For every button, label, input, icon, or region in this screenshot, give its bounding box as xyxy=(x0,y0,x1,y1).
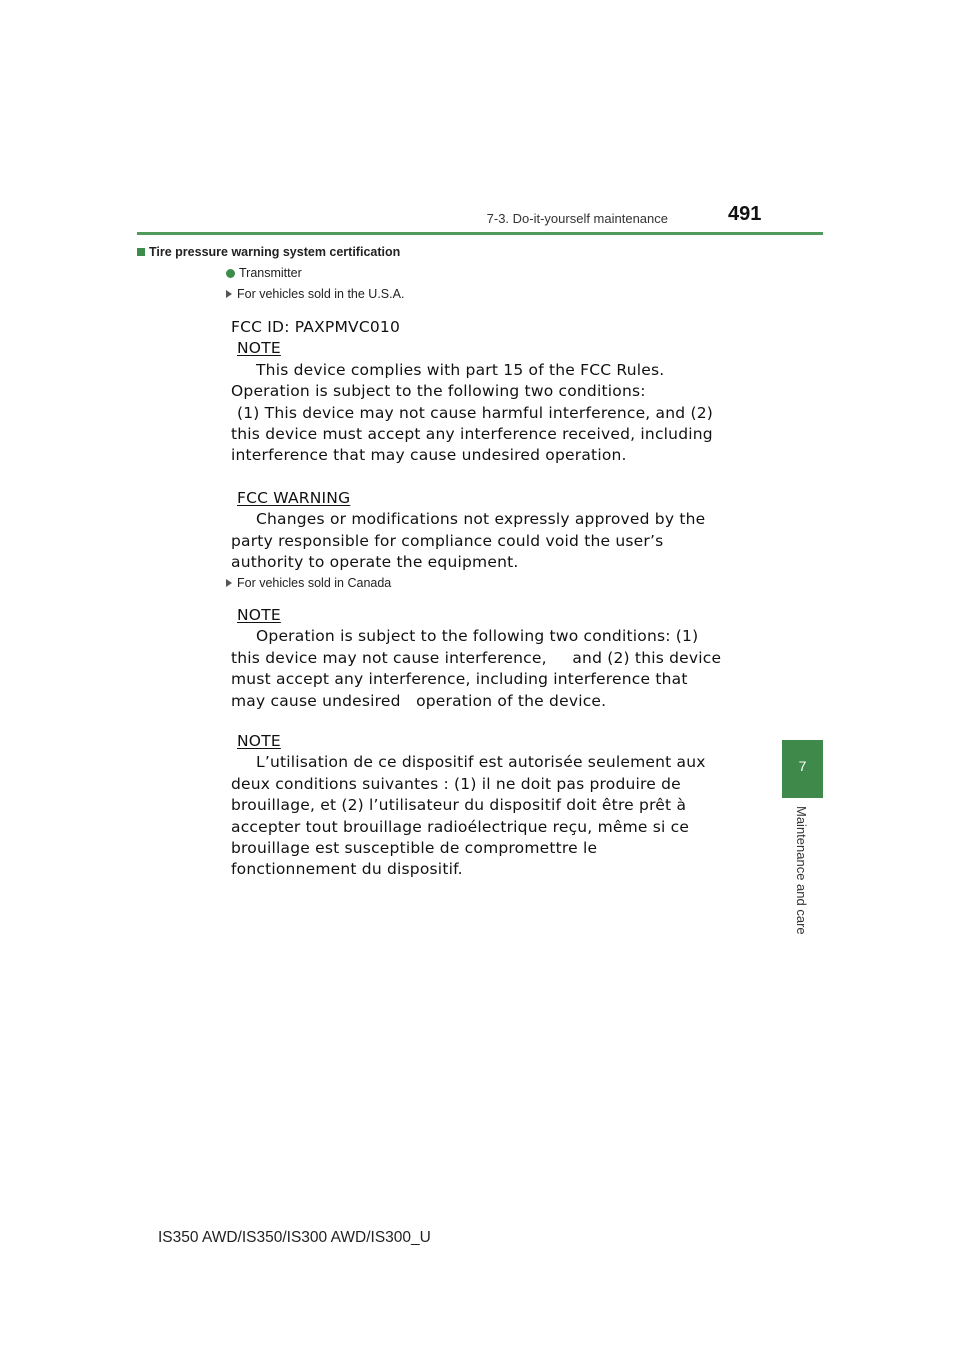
bullet-dot-icon xyxy=(226,269,235,278)
subitem-usa-text: For vehicles sold in the U.S.A. xyxy=(237,287,405,301)
triangle-marker-icon xyxy=(226,579,232,587)
note-title: NOTE xyxy=(237,606,281,624)
section-title: 7-3. Do-it-yourself maintenance xyxy=(486,211,668,226)
fcc-label-usa xyxy=(231,317,713,573)
note-line: must accept any interference, including interference that xyxy=(231,670,688,689)
note-line: deux conditions suivantes : (1) il ne doit pas produire de xyxy=(231,774,681,793)
warning-line: Changes or modifications not expressly approved by the xyxy=(256,510,706,529)
subitem-usa xyxy=(226,287,404,301)
chapter-label: Maintenance and care xyxy=(794,806,809,935)
warning-title: FCC WARNING xyxy=(237,488,351,507)
note-line: This device complies with part 15 of the FCC Rules. xyxy=(256,360,665,379)
square-marker-icon xyxy=(137,248,145,256)
note-line: (1) This device may not cause harmful interference, and (2) xyxy=(237,403,714,422)
header-rule xyxy=(137,232,823,235)
fcc-id: FCC ID: PAXPMVC010 xyxy=(231,318,401,336)
note-line: interference that may cause undesired operation. xyxy=(231,446,627,465)
note-line: brouillage est susceptible de compromettre le xyxy=(231,839,598,858)
note-line: brouillage, et (2) l’utilisateur du dispositif doit être prêt à xyxy=(231,796,687,815)
subitem-canada-text: For vehicles sold in Canada xyxy=(237,576,392,590)
note-line: L’utilisation de ce dispositif est autorisée seulement aux xyxy=(256,753,706,772)
note-title: NOTE xyxy=(237,732,281,750)
fcc-label-canada-en xyxy=(231,605,721,712)
section-heading xyxy=(137,245,400,259)
triangle-marker-icon xyxy=(226,290,232,298)
warning-line: party responsible for compliance could void the user’s xyxy=(231,531,664,550)
note-title: NOTE xyxy=(237,339,281,358)
section-heading-text: Tire pressure warning system certification xyxy=(149,245,401,259)
bullet-text: Transmitter xyxy=(239,266,302,280)
note-line: this device must accept any interference received, including xyxy=(231,425,713,444)
note-line: this device may not cause interference, and (2) this device xyxy=(231,648,722,667)
fcc-label-canada-fr xyxy=(231,731,706,881)
bullet-item xyxy=(226,266,302,280)
note-line: accepter tout brouillage radioélectrique reçu, même si ce xyxy=(231,817,690,836)
warning-line: authority to operate the equipment. xyxy=(231,553,519,572)
page-number: 491 xyxy=(728,203,762,225)
note-line: may cause undesired operation of the device. xyxy=(231,691,607,710)
note-line: fonctionnement du dispositif. xyxy=(231,860,463,879)
note-line: Operation is subject to the following two conditions: (1) xyxy=(256,627,699,646)
chapter-number: 7 xyxy=(798,758,807,774)
subitem-canada xyxy=(226,576,391,590)
footer-model: IS350 AWD/IS350/IS300 AWD/IS300_U xyxy=(158,1229,431,1246)
note-line: Operation is subject to the following two conditions: xyxy=(231,382,646,401)
